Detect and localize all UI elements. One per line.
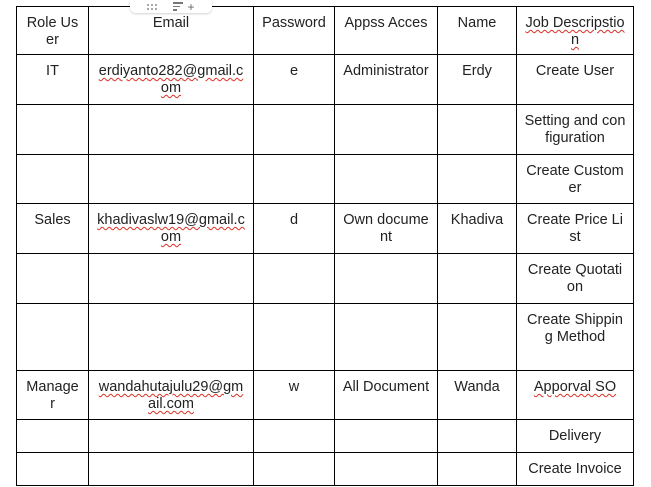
table-row	[17, 453, 634, 486]
cell-access[interactable]: All Document	[335, 371, 438, 420]
cell-role[interactable]	[17, 304, 89, 371]
cell-role[interactable]	[17, 453, 89, 486]
cell-email[interactable]	[89, 204, 254, 254]
table-row	[17, 371, 634, 420]
sort-icon[interactable]	[173, 2, 183, 11]
cell-password[interactable]: w	[254, 371, 335, 420]
cell-password[interactable]: d	[254, 204, 335, 254]
cell-access[interactable]	[335, 304, 438, 371]
cell-email[interactable]	[89, 155, 254, 204]
cell-role[interactable]	[17, 155, 89, 204]
cell-password[interactable]: e	[254, 55, 335, 105]
email-text: khadivaslw19@gmail.com	[97, 212, 245, 245]
table-row	[17, 55, 634, 105]
cell-job[interactable]: Create Quotation	[517, 254, 634, 304]
header-email[interactable]: Email	[89, 7, 254, 55]
header-password[interactable]: Password	[254, 7, 335, 55]
cell-role[interactable]	[17, 420, 89, 453]
cell-job[interactable]: Create User	[517, 55, 634, 105]
cell-password[interactable]	[254, 420, 335, 453]
cell-password[interactable]	[254, 155, 335, 204]
cell-password[interactable]	[254, 254, 335, 304]
cell-access[interactable]: Own document	[335, 204, 438, 254]
table-row	[17, 304, 634, 371]
cell-password[interactable]	[254, 453, 335, 486]
table-header-row	[17, 7, 634, 55]
cell-access[interactable]	[335, 254, 438, 304]
cell-job[interactable]: Create Customer	[517, 155, 634, 204]
cell-job[interactable]: Create Invoice	[517, 453, 634, 486]
cell-email[interactable]	[89, 304, 254, 371]
cell-name[interactable]	[438, 155, 517, 204]
header-role-user[interactable]: Role User	[17, 7, 89, 55]
cell-email[interactable]	[89, 105, 254, 155]
cell-role[interactable]: IT	[17, 55, 89, 105]
cell-name[interactable]	[438, 420, 517, 453]
table-toolbar	[130, 0, 212, 13]
cell-role[interactable]: Sales	[17, 204, 89, 254]
header-job-description[interactable]	[517, 7, 634, 55]
cell-email[interactable]	[89, 420, 254, 453]
cell-job[interactable]	[517, 371, 634, 420]
table-row	[17, 155, 634, 204]
cell-role[interactable]	[17, 254, 89, 304]
email-text: wandahutajulu29@gmail.com	[98, 379, 244, 412]
cell-email[interactable]	[89, 371, 254, 420]
cell-access[interactable]	[335, 155, 438, 204]
cell-password[interactable]	[254, 304, 335, 371]
cell-access[interactable]	[335, 453, 438, 486]
cell-name[interactable]	[438, 105, 517, 155]
cell-job[interactable]: Delivery	[517, 420, 634, 453]
table-row	[17, 420, 634, 453]
cell-email[interactable]	[89, 453, 254, 486]
cell-job[interactable]: Setting and configuration	[517, 105, 634, 155]
header-name[interactable]: Name	[438, 7, 517, 55]
table-row	[17, 204, 634, 254]
cell-role[interactable]	[17, 105, 89, 155]
cell-name[interactable]: Erdy	[438, 55, 517, 105]
table-row	[17, 254, 634, 304]
cell-job[interactable]: Create Shipping Method	[517, 304, 634, 371]
cell-access[interactable]	[335, 105, 438, 155]
table-row	[17, 105, 634, 155]
cell-email[interactable]	[89, 254, 254, 304]
data-table	[16, 6, 634, 486]
cell-job[interactable]: Create Price List	[517, 204, 634, 254]
cell-name[interactable]: Khadiva	[438, 204, 517, 254]
cell-access[interactable]: Administrator	[335, 55, 438, 105]
cell-name[interactable]	[438, 254, 517, 304]
cell-name[interactable]	[438, 453, 517, 486]
header-job-description-text: Job Descripstion	[525, 15, 625, 48]
email-text: erdiyanto282@gmail.com	[98, 63, 244, 96]
cell-access[interactable]	[335, 420, 438, 453]
drag-grip-icon[interactable]	[147, 4, 157, 10]
cell-email[interactable]	[89, 55, 254, 105]
job-text: Apporval SO	[533, 379, 617, 395]
cell-name[interactable]: Wanda	[438, 371, 517, 420]
cell-name[interactable]	[438, 304, 517, 371]
cell-role[interactable]: Manager	[17, 371, 89, 420]
cell-password[interactable]	[254, 105, 335, 155]
header-apps-access[interactable]: Appss Acces	[335, 7, 438, 55]
plus-icon[interactable]: +	[187, 0, 195, 14]
